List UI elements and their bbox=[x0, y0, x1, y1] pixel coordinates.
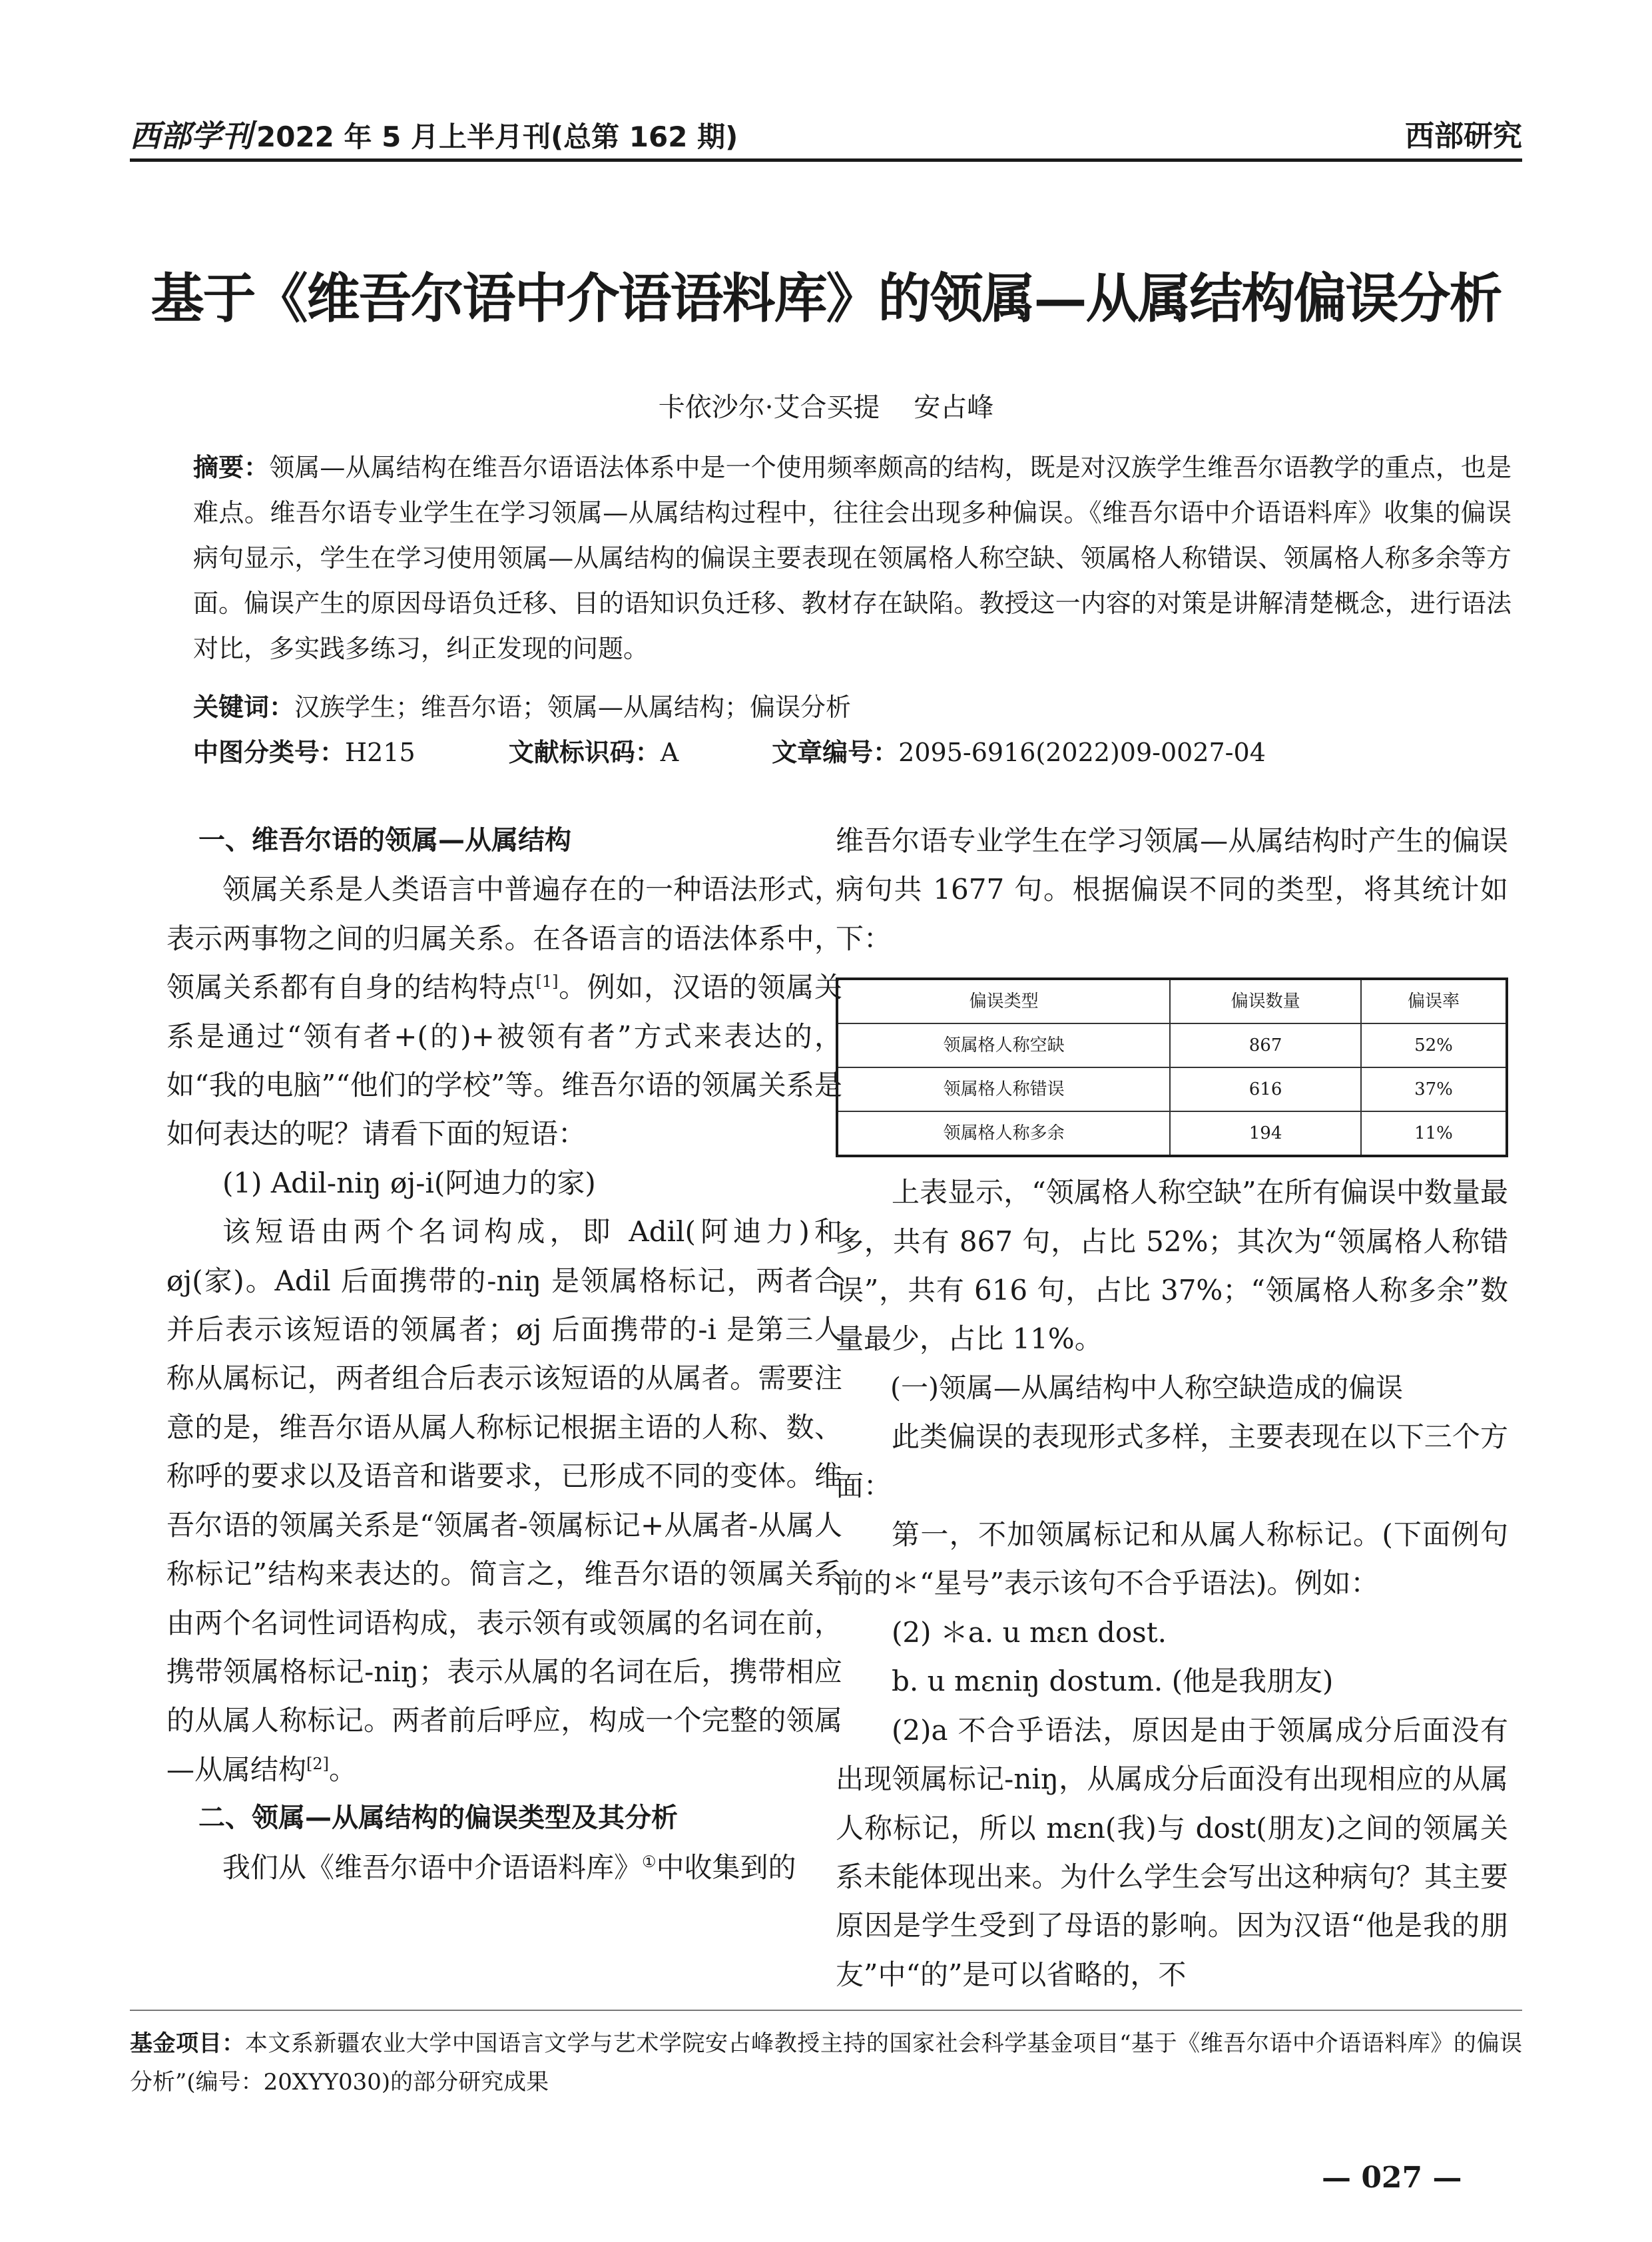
table-cell: 领属格人称空缺 bbox=[837, 1023, 1170, 1067]
left-column bbox=[166, 816, 842, 1892]
example-1: (1) Adil-niŋ øj-i(阿迪力的家) bbox=[222, 1166, 596, 1199]
table-header-cell: 偏误率 bbox=[1361, 979, 1507, 1023]
paragraph: 此类偏误的表现形式多样，主要表现在以下三个方面： bbox=[836, 1420, 1508, 1502]
table-row bbox=[837, 1111, 1507, 1156]
running-header-issue bbox=[130, 112, 738, 156]
paragraph: 我们从《维吾尔语中介语语料库》①中收集到的 bbox=[222, 1850, 796, 1884]
article-title: 基于《维吾尔语中介语语料库》的领属—从属结构偏误分析 bbox=[150, 267, 1502, 330]
doc-code: A bbox=[660, 738, 679, 767]
citation-ref: [2] bbox=[306, 1754, 330, 1773]
abstract bbox=[193, 445, 1512, 671]
article-number: 2095-6916(2022)09-0027-04 bbox=[898, 738, 1266, 767]
table-header-row bbox=[837, 979, 1507, 1023]
table-header-cell: 偏误数量 bbox=[1170, 979, 1361, 1023]
issue-info: 2022 年 5 月上半月刊(总第 162 期) bbox=[256, 121, 738, 153]
section-heading-2: 二、领属—从属结构的偏误类型及其分析 bbox=[198, 1803, 678, 1834]
table-row bbox=[837, 1067, 1507, 1111]
error-statistics-table bbox=[836, 978, 1508, 1157]
table-header-cell: 偏误类型 bbox=[837, 979, 1170, 1023]
footnote-marker: ① bbox=[642, 1852, 657, 1871]
citation-ref: [1] bbox=[535, 972, 559, 991]
paragraph: 领属关系是人类语言中普遍存在的一种语法形式，表示两事物之间的归属关系。在各语言的语法体系中，领属关系都有自身的结构特点[1]。例如，汉语的领属关系是通过“领有者+(的)+被领有者”方式来表达的，如“我的电脑”“他们的学校”等。维吾尔语的领属关系是如何表达的呢？请看下面的短语： bbox=[166, 873, 842, 1151]
table-cell: 616 bbox=[1170, 1067, 1361, 1111]
keywords-label: 关键词： bbox=[193, 693, 295, 722]
classification-line bbox=[193, 730, 1512, 775]
journal-logo: 西部学刊 bbox=[130, 118, 252, 154]
clc-label: 中图分类号： bbox=[193, 738, 346, 767]
funding-label: 基金项目： bbox=[130, 2030, 245, 2057]
table-row bbox=[837, 1023, 1507, 1067]
header-rule bbox=[130, 158, 1522, 162]
paragraph: 该短语由两个名词构成，即 Adil(阿迪力)和 øj(家)。Adil 后面携带的-niŋ 是领属格标记，两者合并后表示该短语的领属者；øj 后面携带的-i 是第三人称从属标记，两者组合后表示该短语的从属者。需要注意的是，维吾尔语从属人称标记根据主语的人称、数、称呼的要求以及语音和谐要求，已形成不同的变体。维吾尔语的领属关系是“领属者-领属标记+从属者-从属人称标记”结构来表达的。简言之，维吾尔语的领属关系由两个名词性词语构成，表示领有或领属的名词在前，携带领属格标记-niŋ；表示从属的名词在后，携带相应的从属人称标记。两者前后呼应，构成一个完整的领属—从属结构[2]。 bbox=[166, 1215, 842, 1786]
section-name: 西部研究 bbox=[1405, 119, 1522, 153]
subsection-heading: (一)领属—从属结构中人称空缺造成的偏误 bbox=[890, 1371, 1403, 1404]
example-2b: b. u mɛniŋ dostum. (他是我朋友) bbox=[892, 1665, 1334, 1698]
paragraph: (2)a 不合乎语法，原因是由于领属成分后面没有出现领属标记-niŋ，从属成分后面没有出现相应的从属人称标记，所以 mɛn(我)与 dost(朋友)之间的领属关系未能体现出来。为什么学生会写出这种病句？其主要原因是学生受到了母语的影响。因为汉语“他是我的朋友”中“的”是可以省略的，不 bbox=[836, 1713, 1508, 1991]
example-2a: (2) ＊a. u mɛn dost. bbox=[892, 1615, 1167, 1649]
funding-footnote bbox=[130, 2024, 1522, 2102]
funding-text: 本文系新疆农业大学中国语言文学与艺术学院安占峰教授主持的国家社会科学基金项目“基于《维吾尔语中介语语料库》的偏误分析”(编号：20XYY030)的部分研究成果 bbox=[130, 2030, 1522, 2096]
right-column bbox=[836, 816, 1508, 1999]
paragraph: 第一，不加领属标记和从属人称标记。(下面例句前的＊“星号”表示该句不合乎语法)。例如： bbox=[836, 1518, 1508, 1600]
table-cell: 194 bbox=[1170, 1111, 1361, 1156]
paragraph: 上表显示，“领属格人称空缺”在所有偏误中数量最多，共有 867 句，占比 52%；其次为“领属格人称错误”，共有 616 句，占比 37%；“领属格人称多余”数量最少，占比 11%。 bbox=[836, 1176, 1508, 1356]
section-heading-1: 一、维吾尔语的领属—从属结构 bbox=[198, 825, 571, 856]
clc-code: H215 bbox=[345, 738, 415, 767]
keywords-text: 汉族学生；维吾尔语；领属—从属结构；偏误分析 bbox=[294, 693, 852, 722]
table-cell: 52% bbox=[1361, 1023, 1507, 1067]
article-number-label: 文章编号： bbox=[772, 738, 899, 767]
table-cell: 11% bbox=[1361, 1111, 1507, 1156]
table-cell: 领属格人称多余 bbox=[837, 1111, 1170, 1156]
footnote-rule bbox=[130, 2010, 1522, 2011]
doc-code-label: 文献标识码： bbox=[508, 738, 661, 767]
table-cell: 领属格人称错误 bbox=[837, 1067, 1170, 1111]
table-cell: 867 bbox=[1170, 1023, 1361, 1067]
page-number: — 027 — bbox=[1322, 2161, 1462, 2195]
keywords bbox=[193, 685, 1512, 730]
authors: 卡依沙尔·艾合买提 安占峰 bbox=[658, 392, 994, 423]
table-cell: 37% bbox=[1361, 1067, 1507, 1111]
abstract-text: 领属—从属结构在维吾尔语语法体系中是一个使用频率颇高的结构，既是对汉族学生维吾尔语教学的重点，也是难点。维吾尔语专业学生在学习领属—从属结构过程中，往往会出现多种偏误。《维吾尔语中介语语料库》收集的偏误病句显示，学生在学习使用领属—从属结构的偏误主要表现在领属格人称空缺、领属格人称错误、领属格人称多余等方面。偏误产生的原因母语负迁移、目的语知识负迁移、教材存在缺陷。教授这一内容的对策是讲解清楚概念，进行语法对比，多实践多练习，纠正发现的问题。 bbox=[193, 453, 1512, 663]
abstract-label: 摘要： bbox=[193, 453, 270, 482]
paragraph: 维吾尔语专业学生在学习领属—从属结构时产生的偏误病句共 1677 句。根据偏误不同的类型，将其统计如下： bbox=[836, 824, 1508, 955]
